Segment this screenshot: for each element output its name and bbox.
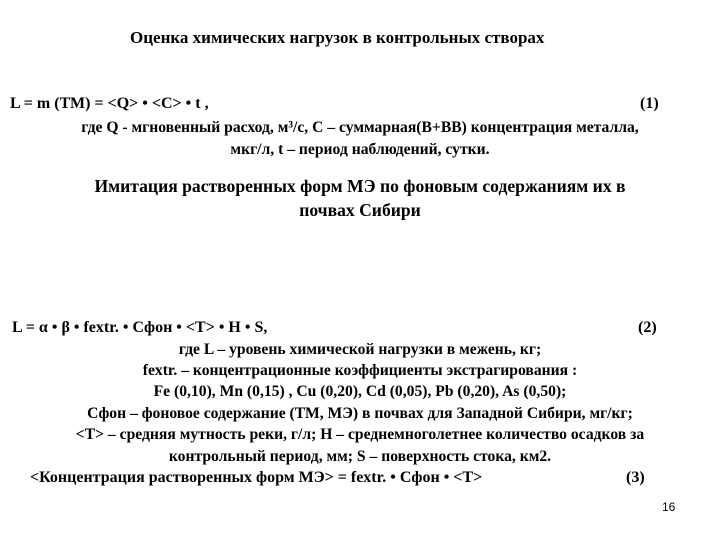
formula-1-description-line-1: где Q - мгновенный расход, м³/с, С – суммарная(В+ВВ) концентрация металла, [81,119,639,136]
formula-2-line-4: Cфон – фоновое содержание (ТМ, МЭ) в почвах для Западной Сибири, мг/кг; [87,405,633,422]
formula-2-line-5: <T> – средняя мутность реки, г/л; H – среднемноголетнее количество осадков за [75,426,645,443]
section-subtitle-line-1: Имитация растворенных форм МЭ по фоновым содержаниям их в [94,176,626,196]
formula-1: L = m (ТМ) = <Q> • <C> • t , [10,95,209,112]
formula-2-number: (2) [638,319,657,336]
formula-2-line-6: контрольный период, мм; S – поверхность стока, км2. [168,448,552,465]
page-number: 16 [662,500,676,514]
formula-3-number: (3) [626,469,645,486]
section-subtitle-line-2: почвах Сибири [299,200,421,220]
formula-2: L = α • β • fextr. • Cфон • <T> • H • S, [12,319,268,336]
formula-2-line-3: Fe (0,10), Mn (0,15) , Cu (0,20), Cd (0,05), Pb (0,20), As (0,50); [153,383,567,400]
formula-1-description-line-2: мкг/л, t – период наблюдений, сутки. [230,141,490,158]
formula-1-number: (1) [640,95,659,112]
formula-2-line-1: где L – уровень химической нагрузки в межень, кг; [178,341,542,358]
formula-3: <Концентрация растворенных форм МЭ> = fextr. • Cфон • <T> [30,469,483,486]
formula-2-line-2: fextr. – концентрационные коэффициенты экстрагирования : [142,362,578,379]
slide-title: Оценка химических нагрузок в контрольных створах [130,28,545,47]
